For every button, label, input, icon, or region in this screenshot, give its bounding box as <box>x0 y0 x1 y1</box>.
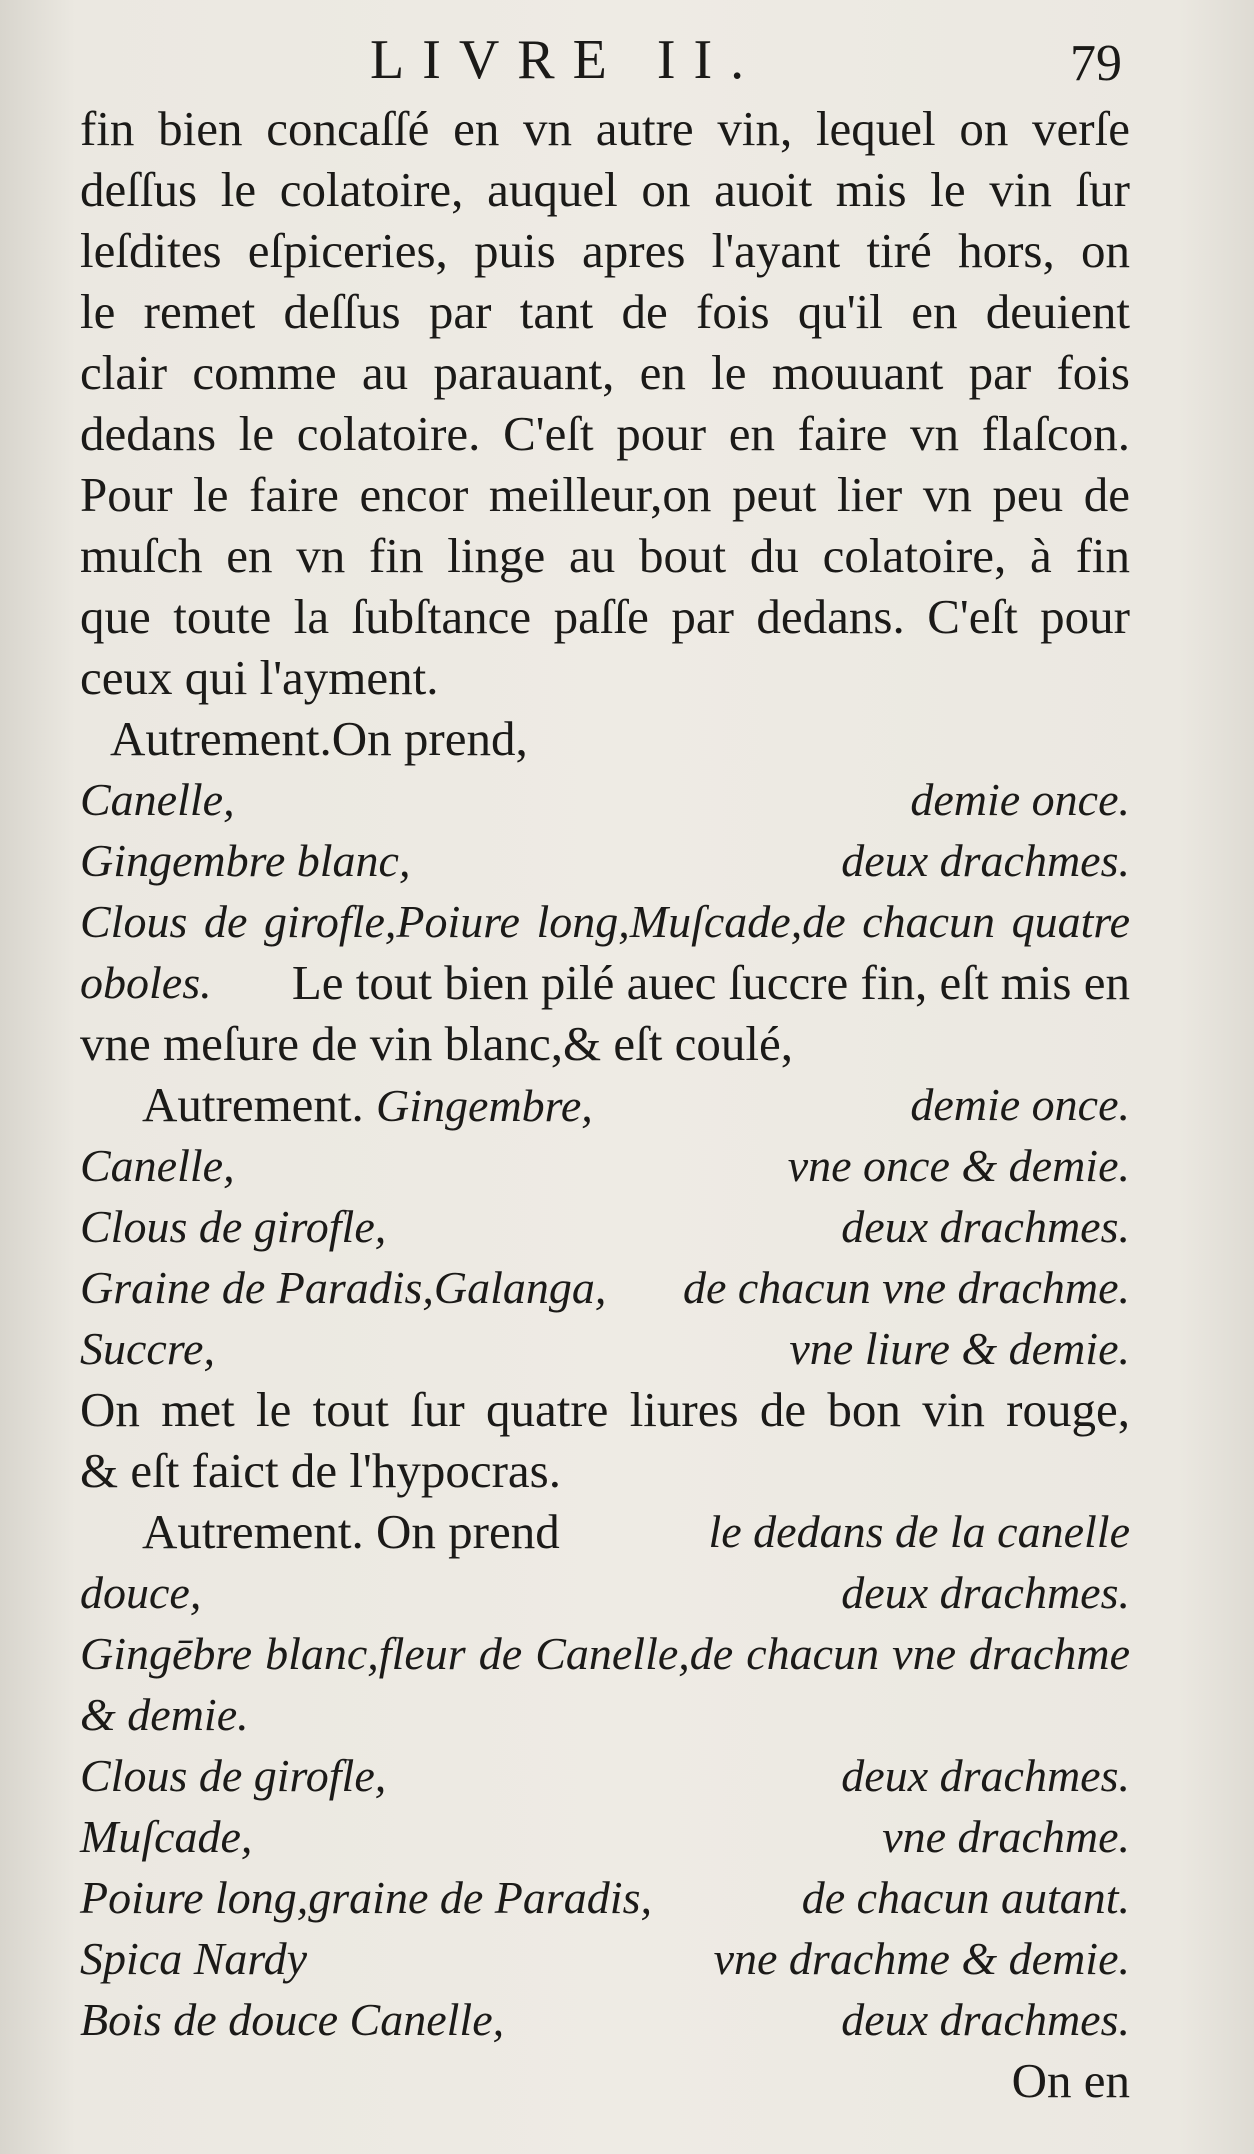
text-line: vne meſure de vin blanc,& eſt coulé, <box>80 1016 793 1071</box>
page-number: 79 <box>1070 35 1122 92</box>
quantity: demie once. <box>910 1079 1130 1130</box>
text-line: Gingēbre blanc,fleur de Canelle,de chacun vne drachme <box>80 1628 1130 1679</box>
recipe-row <box>80 830 1130 891</box>
ingredient: Gingembre, <box>376 1080 593 1131</box>
text-line: clair comme au parauant, en le mouuant par fois <box>80 345 1130 400</box>
ingredient: Gingembre blanc, <box>80 835 411 886</box>
text-line: le remet deſſus par tant de fois qu'il en deuient <box>80 284 1130 339</box>
quantity: vne drachme. <box>882 1811 1130 1862</box>
quantity: vne drachme & demie. <box>713 1933 1130 1984</box>
recipe-row <box>80 1257 1130 1318</box>
recipe-row <box>80 1562 1130 1623</box>
quantity: deux drachmes. <box>841 1567 1130 1618</box>
recipe-row <box>80 1928 1130 1989</box>
ingredient: Spica Nardy <box>80 1933 307 1984</box>
text-line: ceux qui l'ayment. <box>80 650 439 705</box>
italic-word: oboles. <box>80 957 212 1008</box>
page-header <box>0 18 1254 98</box>
roman-text: Le tout bien pilé auec ſuccre fin, eſt mis en <box>291 955 1130 1010</box>
ingredient: Clous de girofle, <box>80 1750 387 1801</box>
recipe-row <box>80 1196 1130 1257</box>
ingredient: Canelle, <box>80 774 235 825</box>
quantity: de chacun autant. <box>801 1872 1130 1923</box>
text-line: que toute la ſubſtance paſſe par dedans. C'eſt pour <box>80 589 1130 644</box>
recipe-row <box>80 1318 1130 1379</box>
italic-text: le dedans de la canelle <box>708 1506 1130 1557</box>
recipe-row <box>80 1806 1130 1867</box>
text-line: & eſt faict de l'hypocras. <box>80 1443 561 1498</box>
ingredient-heading <box>142 1074 593 1135</box>
quantity: vne liure & demie. <box>789 1323 1130 1374</box>
body-text <box>80 98 1130 2111</box>
roman-text: Autrement. On prend <box>142 1504 560 1559</box>
ingredient: Bois de douce Canelle, <box>80 1994 505 2045</box>
text-line: muſch en vn fin linge au bout du colatoire, à fin <box>80 528 1130 583</box>
quantity: vne once & demie. <box>787 1140 1130 1191</box>
text-line: Clous de girofle,Poiure long,Muſcade,de chacun quatre <box>80 896 1130 947</box>
text-line: leſdites eſpiceries, puis apres l'ayant tiré hors, on <box>80 223 1130 278</box>
ingredient: Clous de girofle, <box>80 1201 387 1252</box>
text-line: Pour le faire encor meilleur,on peut lier vn peu de <box>80 467 1130 522</box>
recipe-row <box>80 1989 1130 2050</box>
recipe-row <box>80 769 1130 830</box>
text-line: Autrement.On prend, <box>110 711 528 766</box>
quantity: demie once. <box>910 774 1130 825</box>
text-line <box>80 1501 1130 1562</box>
quantity: deux drachmes. <box>841 1201 1130 1252</box>
ingredient: Succre, <box>80 1323 215 1374</box>
catchword: On en <box>1011 2053 1130 2108</box>
quantity: deux drachmes. <box>841 835 1130 886</box>
recipe-row <box>80 1745 1130 1806</box>
text-line: deſſus le colatoire, auquel on auoit mis le vin ſur <box>80 162 1130 217</box>
ingredient: Poiure long,graine de Paradis, <box>80 1872 652 1923</box>
ingredient: Muſcade, <box>80 1811 253 1862</box>
ingredient: Graine de Paradis,Galanga, <box>80 1262 607 1313</box>
recipe-row <box>80 1074 1130 1135</box>
ingredient: Canelle, <box>80 1140 235 1191</box>
text-line: fin bien concaſſé en vn autre vin, lequel on verſe <box>80 101 1130 156</box>
text-line: & demie. <box>80 1689 249 1740</box>
text-line: On met le tout ſur quatre liures de bon vin rouge, <box>80 1382 1130 1437</box>
quantity: deux drachmes. <box>841 1994 1130 2045</box>
text-line: dedans le colatoire. C'eſt pour en faire vn flaſcon. <box>80 406 1130 461</box>
ingredient: douce, <box>80 1567 202 1618</box>
recipe-row <box>80 1135 1130 1196</box>
quantity: deux drachmes. <box>841 1750 1130 1801</box>
recipe-row <box>80 1867 1130 1928</box>
roman-text: Autrement. <box>142 1077 364 1132</box>
text-line <box>80 952 1130 1013</box>
running-head: LIVRE II. <box>370 29 763 91</box>
quantity: de chacun vne drachme. <box>682 1262 1130 1313</box>
